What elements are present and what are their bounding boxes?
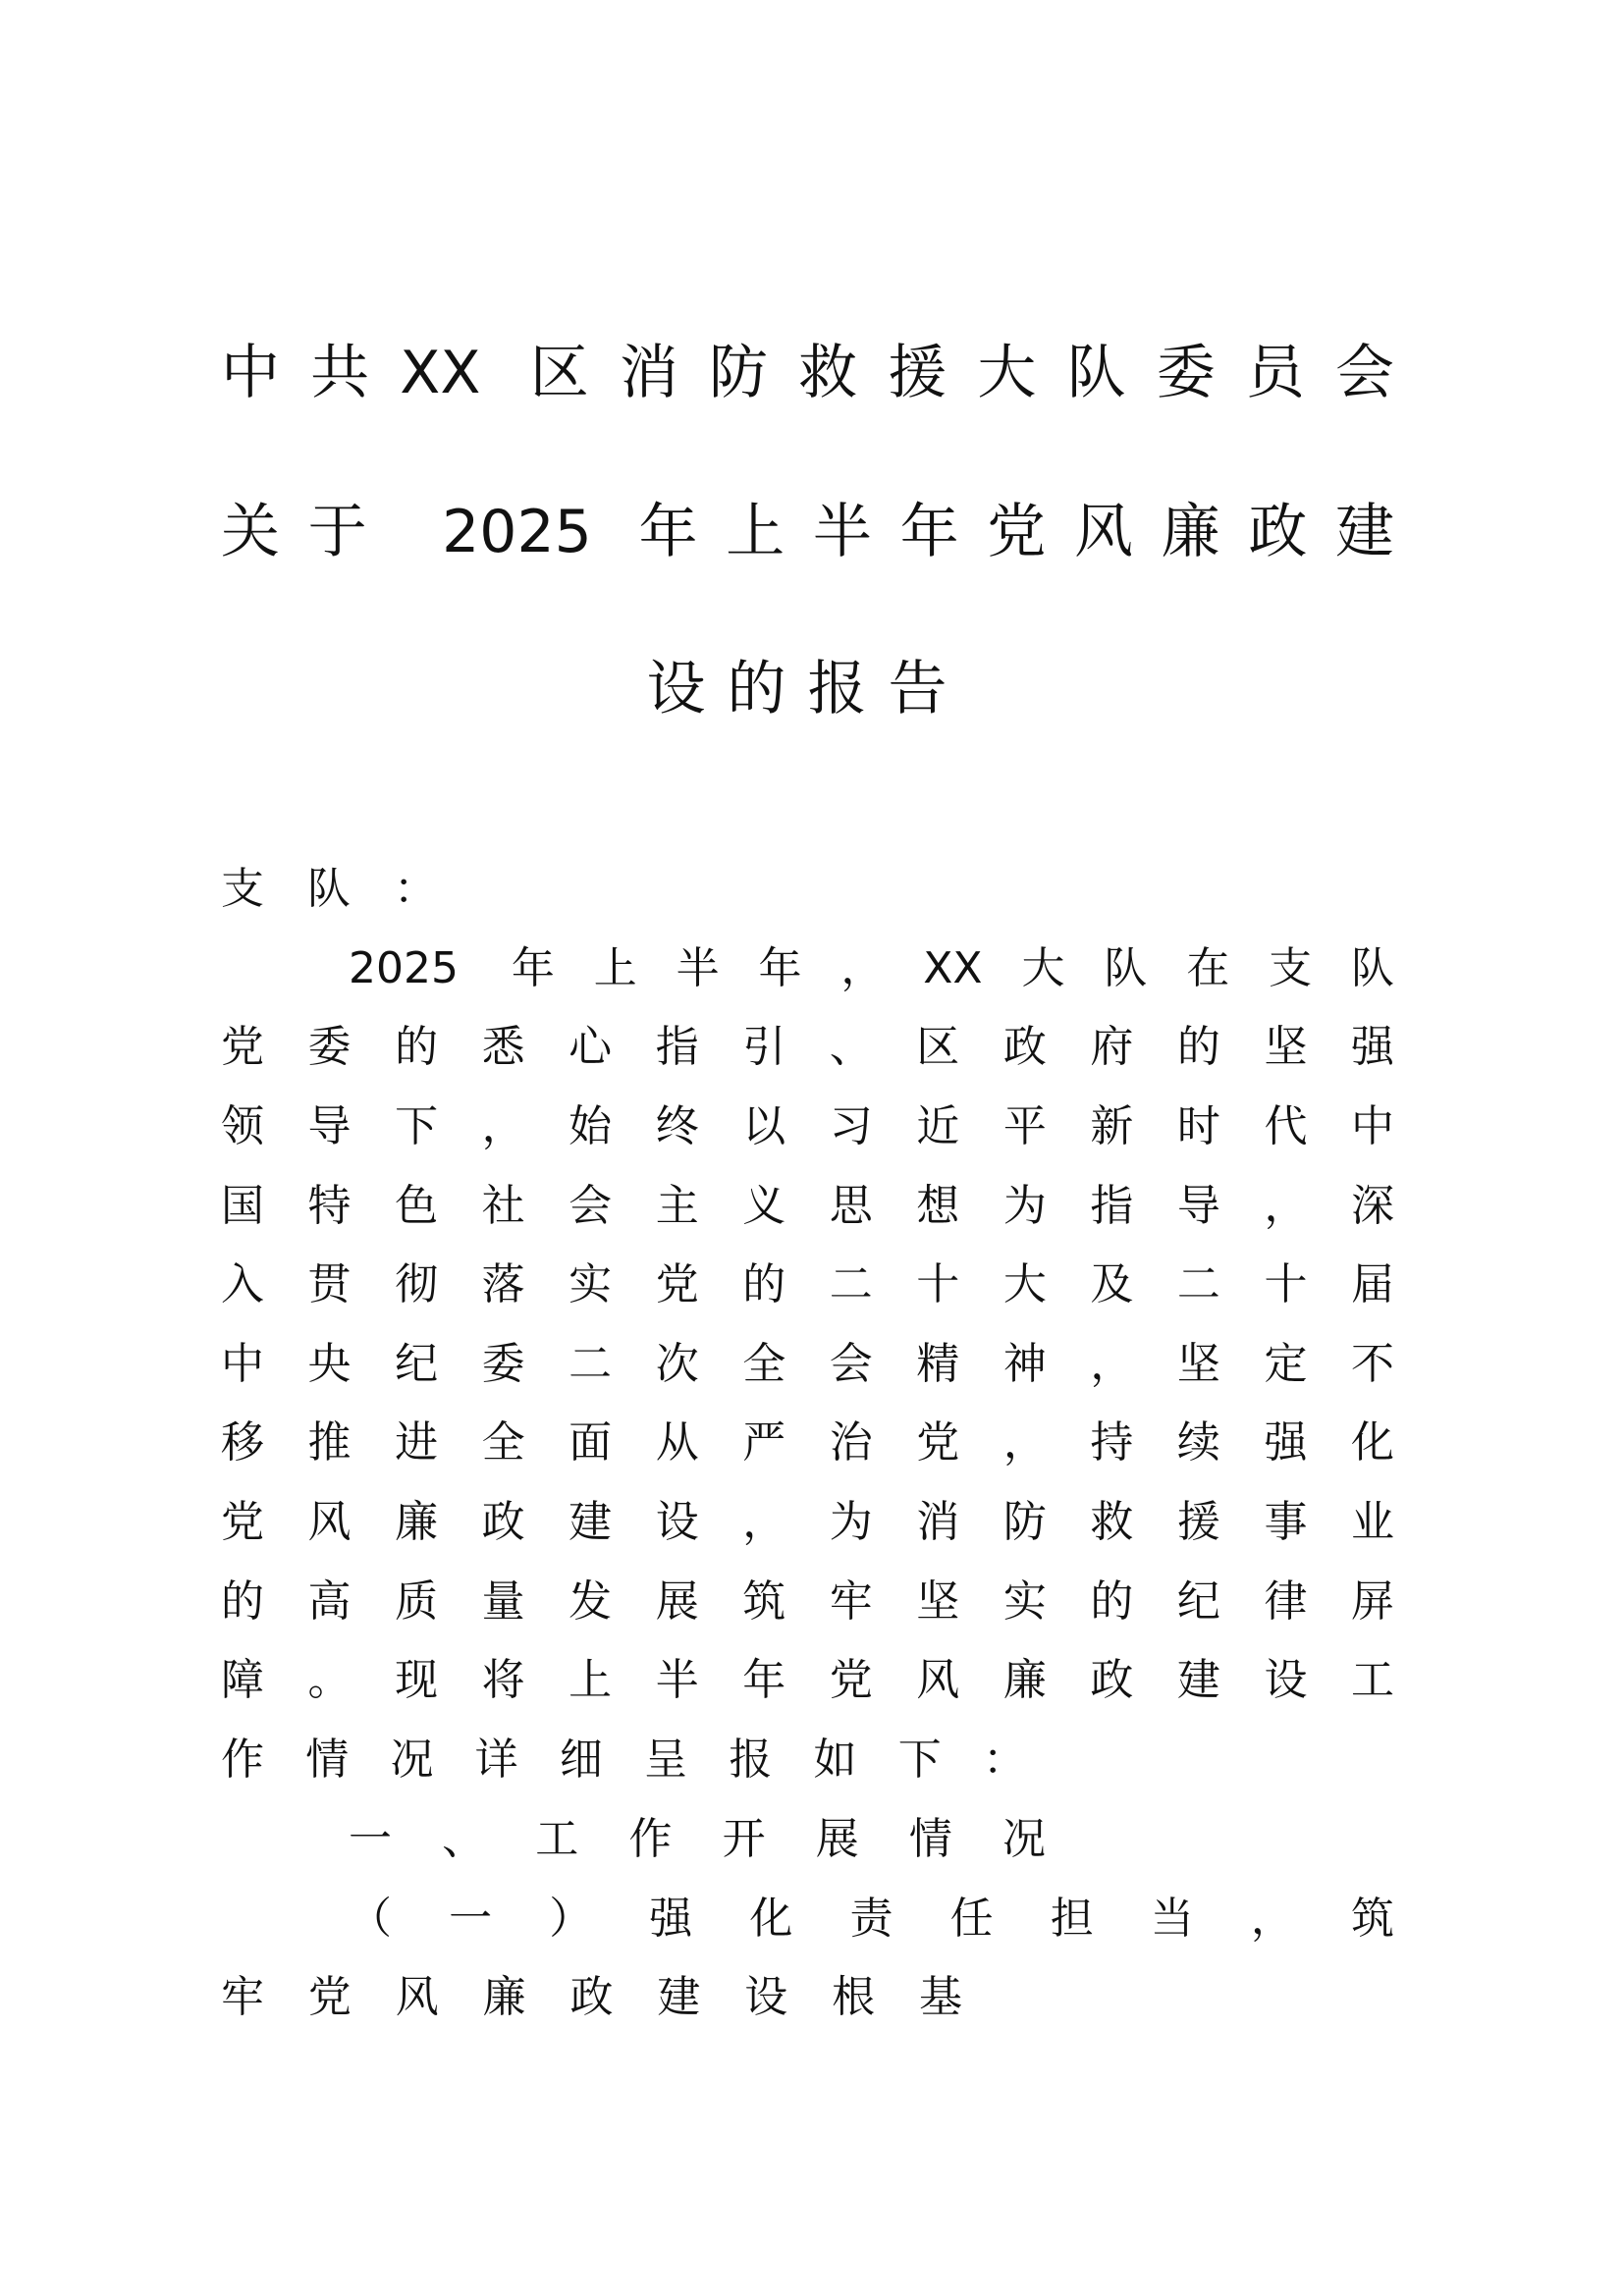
document-title-line-2: 关于 2025 年上半年党风廉政建 — [221, 498, 1394, 566]
paragraph-line: 障。现将上半年党风廉政建设工 — [221, 1655, 1394, 1705]
paragraph-line: 党委的悉心指引、区政府的坚强 — [221, 1022, 1394, 1072]
subsection-heading-line-2: 牢党风廉政建设根基 — [221, 1972, 962, 2022]
paragraph-line: 入贯彻落实党的二十大及二十届 — [221, 1259, 1394, 1309]
paragraph-line: 领导下，始终以习近平新时代中 — [221, 1101, 1394, 1151]
paragraph-line: 国特色社会主义思想为指导，深 — [221, 1181, 1394, 1231]
subsection-heading-line-1: （一）强化责任担当，筑 — [349, 1894, 1394, 1944]
document-title-line-1: 中共XX 区消防救援大队委员会 — [221, 339, 1394, 407]
paragraph-line: 党风廉政建设，为消防救援事业 — [221, 1497, 1394, 1547]
paragraph-line: 中央纪委二次全会精神，坚定不 — [221, 1339, 1394, 1389]
paragraph-line: 移推进全面从严治党，持续强化 — [221, 1417, 1394, 1468]
salutation: 支队： — [221, 864, 480, 914]
paragraph-line: 2025 年上半年，XX大队在支队 — [349, 943, 1394, 993]
document-title-line-3: 设的报告 — [646, 655, 969, 723]
section-heading: 一、工作开展情况 — [349, 1814, 1046, 1864]
paragraph-line: 作情况详细呈报如下： — [221, 1735, 1026, 1785]
paragraph-line: 的高质量发展筑牢坚实的纪律屏 — [221, 1576, 1394, 1627]
